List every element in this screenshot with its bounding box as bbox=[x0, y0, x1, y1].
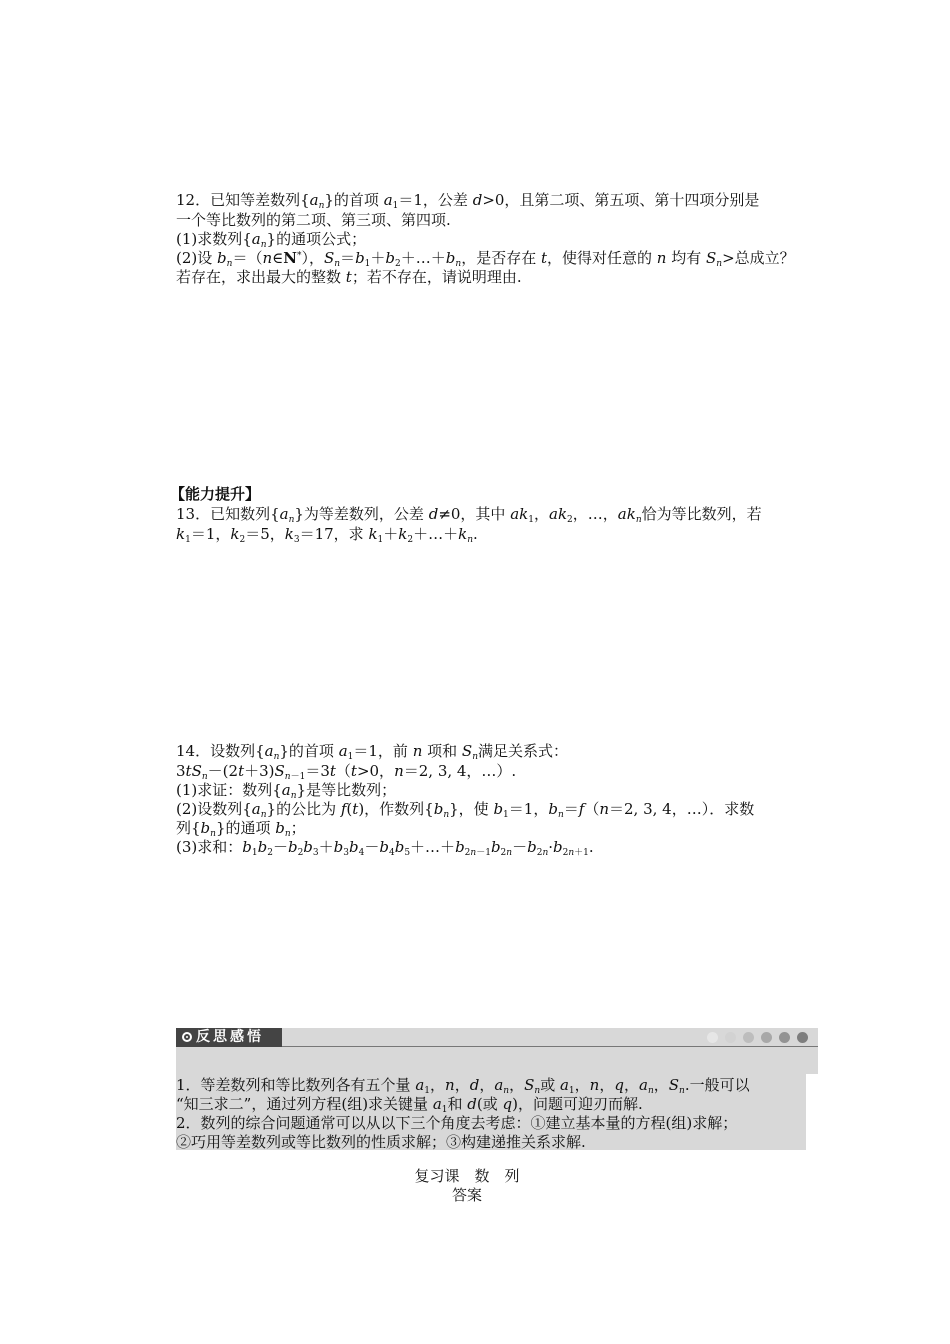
q14-line2: $3tS_n-(2t+3)S_{n-1}=3t(t>0$，n＝2, 3, 4，…）. bbox=[176, 762, 517, 782]
dot-icon bbox=[725, 1032, 736, 1043]
dot-icon bbox=[707, 1032, 718, 1043]
q13-line2: $k_1=1$，$k_2=5$，$k_3=17$，求 $k_1+k_2+\dots+k_n$. bbox=[176, 525, 478, 545]
q14-line5: 列$\{b_n\}$的通项 $b_n$； bbox=[176, 819, 306, 839]
q12-line3: (1)求数列$\{a_n\}$的通项公式； bbox=[176, 230, 367, 250]
dot-icon bbox=[743, 1032, 754, 1043]
q14-line6: (3)求和：$b_1b_2-b_2b_3+b_3b_4-b_4b_5+\dots+b_{2n-1}b_{2n}-b_{2n}\cdot b_{2n+1}$. bbox=[176, 838, 594, 858]
q14-line3: (1)求证：数列$\{a_n\}$是等比数列； bbox=[176, 781, 397, 801]
q12-line5: 若存在，求出最大的整数 t；若不存在，请说明理由. bbox=[176, 268, 522, 286]
reflection-line4: ②巧用等差数列或等比数列的性质求解；③构建递推关系求解. bbox=[176, 1133, 586, 1151]
decorative-dots bbox=[707, 1032, 808, 1043]
target-bullet-icon bbox=[182, 1032, 192, 1042]
reflection-banner bbox=[176, 1028, 818, 1074]
reflection-line1: 1．等差数列和等比数列各有五个量 $a_1$，n，d，$a_n$，$S_n$或 $a_1$，n，q，$a_n$，$S_n$.一般可以 bbox=[176, 1076, 750, 1096]
q12-line4: (2)设 $b_n=(n\in N^*)$，$S_n=b_1+b_2+\dots+b_n$，是否存在 t，使得对任意的 n 均有 $S_n>$总成立？ bbox=[176, 249, 795, 269]
reflection-tab bbox=[176, 1028, 282, 1047]
reflection-line2: “知三求二”，通过列方程(组)求关键量 $a_1$和 d(或 q)，问题可迎刃而解. bbox=[176, 1095, 643, 1115]
footer-title: 复习课 数 列 bbox=[414, 1167, 520, 1185]
dot-icon bbox=[797, 1032, 808, 1043]
footer-subtitle: 答案 bbox=[451, 1186, 482, 1204]
reflection-line3: 2．数列的综合问题通常可以从以下三个角度去考虑：①建立基本量的方程(组)求解； bbox=[176, 1114, 738, 1132]
q14-line1: 14．设数列$\{a_n\}$的首项 $a_1=1$，前 n 项和 $S_n$满足关系式： bbox=[176, 742, 569, 762]
dot-icon bbox=[761, 1032, 772, 1043]
section-ability-heading: 【能力提升】 bbox=[170, 485, 261, 503]
q14-line4: (2)设数列$\{a_n\}$的公比为 f(t)，作数列$\{b_n\}$，使 $b_1=1$，$b_n=f(n=2$, 3, 4，…）．求数 bbox=[176, 800, 755, 820]
q13-line1: 13．已知数列$\{a_n\}$为等差数列，公差 d≠0，其中 $ak_1$，$ak_2$，…，$ak_n$恰为等比数列，若 bbox=[176, 505, 762, 525]
q12-line2: 一个等比数列的第二项、第三项、第四项. bbox=[176, 211, 451, 229]
q12-line1: 12．已知等差数列$\{a_n\}$的首项 $a_1=1$，公差 d>0，且第二项、第五项、第十四项分别是 bbox=[176, 191, 760, 211]
dot-icon bbox=[779, 1032, 790, 1043]
reflection-title: 反思感悟 bbox=[196, 1029, 264, 1045]
banner-divider bbox=[282, 1046, 818, 1047]
